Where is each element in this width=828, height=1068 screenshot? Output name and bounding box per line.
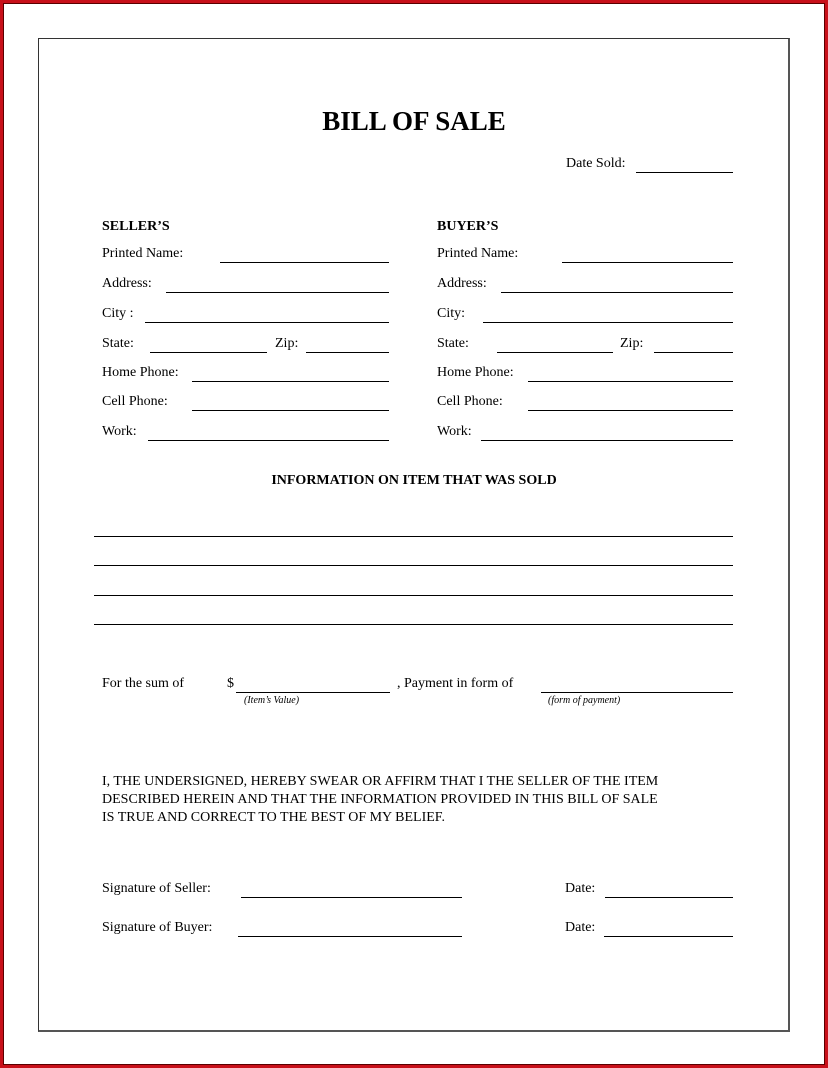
buyer-address-field[interactable]	[501, 292, 733, 293]
seller-address-label: Address:	[102, 276, 152, 291]
buyer-work-field[interactable]	[481, 440, 733, 441]
item-section-heading: INFORMATION ON ITEM THAT WAS SOLD	[271, 473, 557, 488]
buyer-address-label: Address:	[437, 276, 487, 291]
items-value-caption: (Item’s Value)	[244, 695, 300, 706]
item-description-line-4[interactable]	[94, 624, 733, 625]
seller-signature-field[interactable]	[241, 897, 462, 898]
form-of-payment-field[interactable]	[541, 692, 733, 693]
form-of-payment-caption: (form of payment)	[548, 695, 621, 706]
seller-home-phone-field[interactable]	[192, 381, 389, 382]
declaration-text	[102, 773, 742, 827]
seller-heading: SELLER’S	[102, 219, 170, 234]
buyer-signature-label: Signature of Buyer:	[102, 920, 213, 935]
declaration-line-3: IS TRUE AND CORRECT TO THE BEST OF MY BELIEF.	[102, 810, 445, 825]
payment-form-label: , Payment in form of	[397, 676, 514, 691]
buyer-printed-name-label: Printed Name:	[437, 246, 519, 261]
currency-symbol: $	[227, 676, 234, 691]
date-sold-field[interactable]	[636, 172, 733, 173]
seller-zip-label: Zip:	[275, 336, 299, 351]
buyer-state-field[interactable]	[497, 352, 613, 353]
buyer-city-label: City:	[437, 306, 466, 321]
item-description-line-1[interactable]	[94, 536, 733, 537]
seller-city-field[interactable]	[145, 322, 389, 323]
seller-zip-field[interactable]	[306, 352, 389, 353]
buyer-city-field[interactable]	[483, 322, 733, 323]
seller-state-label: State:	[102, 336, 134, 351]
date-sold-label: Date Sold:	[566, 156, 626, 171]
for-sum-label: For the sum of	[102, 676, 185, 691]
buyer-date-field[interactable]	[604, 936, 733, 937]
seller-cell-phone-field[interactable]	[192, 410, 389, 411]
seller-date-field[interactable]	[605, 897, 733, 898]
seller-cell-phone-label: Cell Phone:	[102, 394, 168, 409]
document-title: BILL OF SALE	[322, 106, 506, 136]
buyer-home-phone-field[interactable]	[528, 381, 733, 382]
buyer-zip-field[interactable]	[654, 352, 733, 353]
buyer-state-label: State:	[437, 336, 469, 351]
seller-work-label: Work:	[102, 424, 137, 439]
declaration-line-1: I, THE UNDERSIGNED, HEREBY SWEAR OR AFFIRM THAT I THE SELLER OF THE ITEM	[102, 774, 659, 789]
item-description-line-3[interactable]	[94, 595, 733, 596]
seller-work-field[interactable]	[148, 440, 389, 441]
seller-state-field[interactable]	[150, 352, 267, 353]
seller-address-field[interactable]	[166, 292, 389, 293]
buyer-date-label: Date:	[565, 920, 596, 935]
buyer-cell-phone-field[interactable]	[528, 410, 733, 411]
seller-printed-name-label: Printed Name:	[102, 246, 184, 261]
seller-signature-label: Signature of Seller:	[102, 881, 211, 896]
seller-home-phone-label: Home Phone:	[102, 365, 179, 380]
buyer-home-phone-label: Home Phone:	[437, 365, 514, 380]
buyer-printed-name-field[interactable]	[562, 262, 733, 263]
seller-date-label: Date:	[565, 881, 596, 896]
item-description-line-2[interactable]	[94, 565, 733, 566]
buyer-cell-phone-label: Cell Phone:	[437, 394, 503, 409]
buyer-zip-label: Zip:	[620, 336, 644, 351]
buyer-heading: BUYER’S	[437, 219, 499, 234]
item-value-field[interactable]	[236, 692, 390, 693]
buyer-signature-field[interactable]	[238, 936, 462, 937]
seller-printed-name-field[interactable]	[220, 262, 389, 263]
buyer-work-label: Work:	[437, 424, 472, 439]
declaration-line-2: DESCRIBED HEREIN AND THAT THE INFORMATION PROVIDED IN THIS BILL OF SALE	[102, 792, 658, 807]
seller-city-label: City :	[102, 306, 134, 321]
